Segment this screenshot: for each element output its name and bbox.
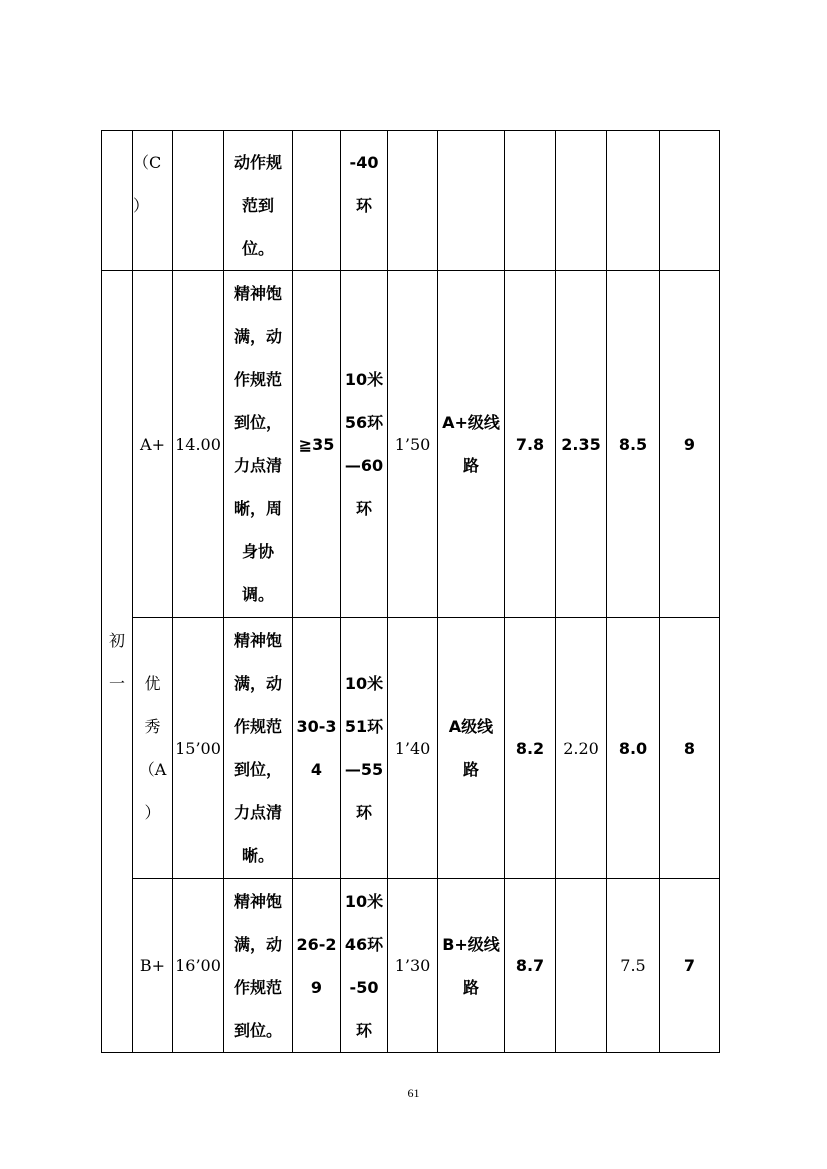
score-cell-2: 2.20: [556, 618, 607, 879]
time2-cell: 1’50: [388, 271, 438, 618]
route-cell: A+级线 路: [438, 271, 505, 618]
time-cell: 14.00: [173, 271, 224, 618]
description-cell: 精神饱 满，动 作规范 到位， 力点清 晰。: [224, 618, 293, 879]
table-row: [102, 879, 720, 1053]
route-cell: B+级线 路: [438, 879, 505, 1053]
grade-level-cell: 初 一: [102, 271, 133, 1053]
time2-cell: 1’40: [388, 618, 438, 879]
time-cell: [173, 131, 224, 271]
time2-cell: 1’30: [388, 879, 438, 1053]
shooting-cell: 10米 46环 -50 环: [341, 879, 388, 1053]
grade-cell: 优 秀 （A ）: [133, 618, 173, 879]
description-cell: 精神饱 满，动 作规范 到位， 力点清 晰，周 身协 调。: [224, 271, 293, 618]
score-cell-3: 7.5: [607, 879, 660, 1053]
route-cell: [438, 131, 505, 271]
score-cell-1: 7.8: [505, 271, 556, 618]
time-cell: 16’00: [173, 879, 224, 1053]
score-cell-3: [607, 131, 660, 271]
table-row: [102, 131, 720, 271]
route-cell: A级线 路: [438, 618, 505, 879]
count-cell: [293, 131, 341, 271]
score-cell-4: [660, 131, 720, 271]
count-cell: ≧35: [293, 271, 341, 618]
score-cell-3: 8.5: [607, 271, 660, 618]
time2-cell: [388, 131, 438, 271]
score-cell-3: 8.0: [607, 618, 660, 879]
score-cell-2: [556, 879, 607, 1053]
description-cell: 精神饱 满，动 作规范 到位。: [224, 879, 293, 1053]
score-cell-4: 7: [660, 879, 720, 1053]
grade-cell: B+: [133, 879, 173, 1053]
grading-table: [101, 130, 720, 1053]
count-cell: 26-2 9: [293, 879, 341, 1053]
count-cell: 30-3 4: [293, 618, 341, 879]
time-cell: 15’00: [173, 618, 224, 879]
shooting-cell: 10米 56环 —60 环: [341, 271, 388, 618]
grade-cell: A+: [133, 271, 173, 618]
blank-level-cell: [102, 131, 133, 271]
score-cell-1: 8.7: [505, 879, 556, 1053]
grade-cell: （C ）: [133, 131, 173, 271]
table-row: [102, 618, 720, 879]
table-row: [102, 271, 720, 618]
score-cell-4: 8: [660, 618, 720, 879]
score-cell-2: 2.35: [556, 271, 607, 618]
description-cell: 动作规 范到 位。: [224, 131, 293, 271]
score-cell-1: [505, 131, 556, 271]
score-cell-4: 9: [660, 271, 720, 618]
page-number: 61: [407, 1086, 420, 1100]
score-cell-2: [556, 131, 607, 271]
score-cell-1: 8.2: [505, 618, 556, 879]
shooting-cell: 10米 51环 —55 环: [341, 618, 388, 879]
shooting-cell: -40 环: [341, 131, 388, 271]
